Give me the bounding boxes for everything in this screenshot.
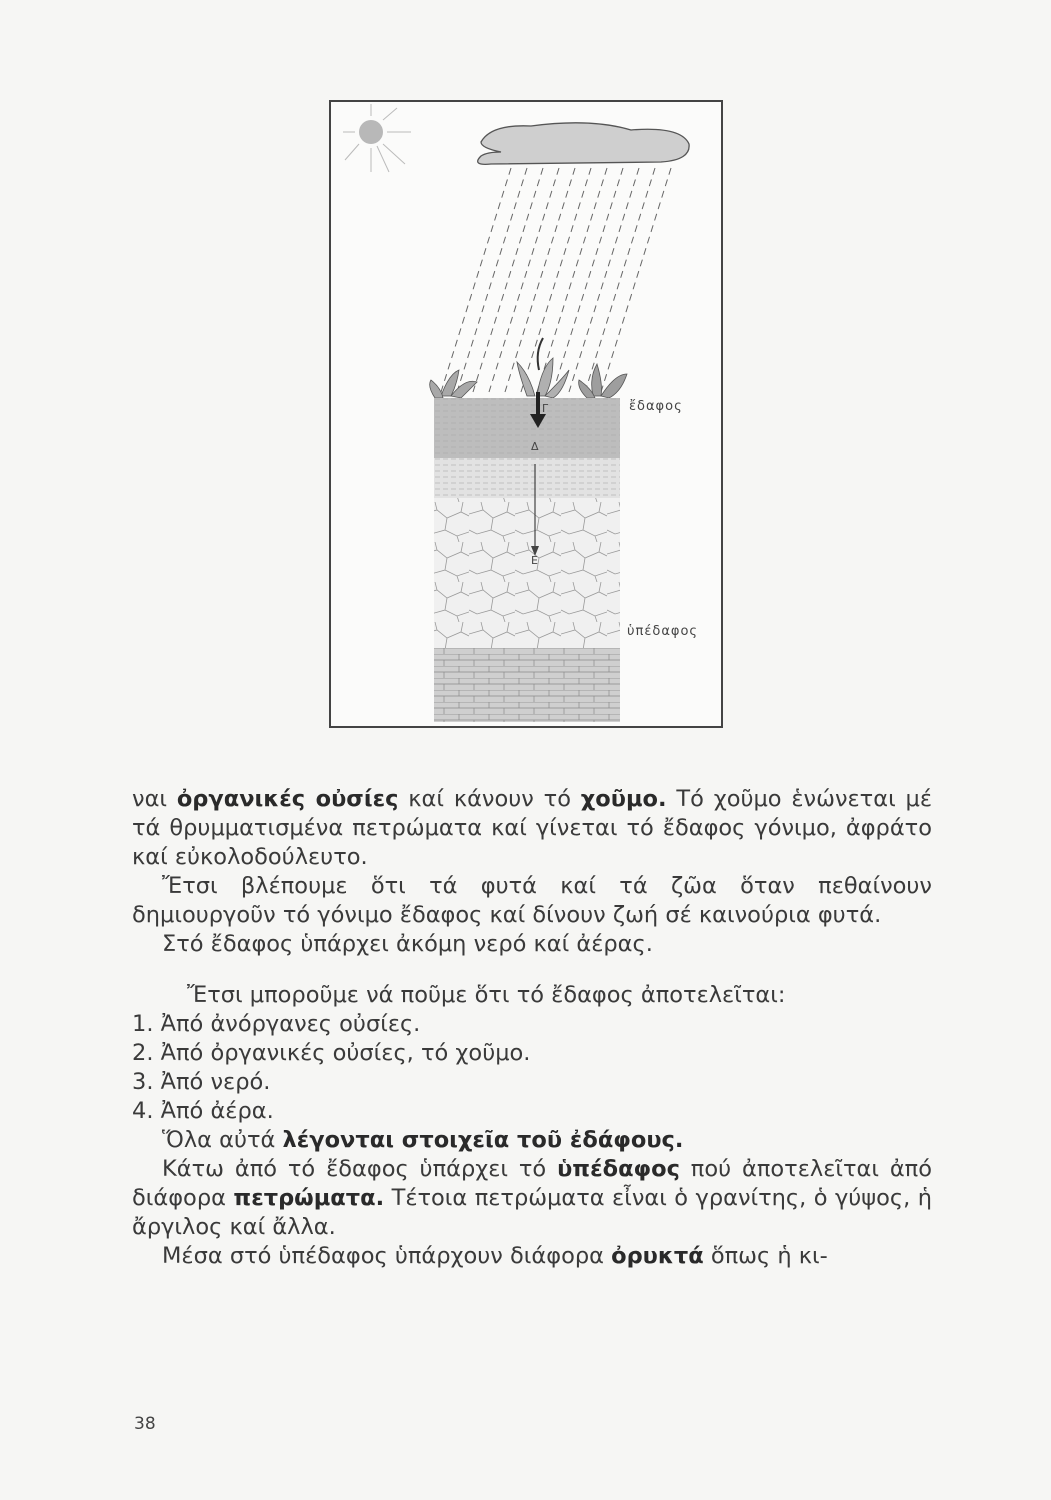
layer-marker-d: Δ xyxy=(531,440,540,453)
soil-label: ἔδαφος xyxy=(629,399,683,414)
list-item: 4. Ἀπό ἀέρα. xyxy=(132,1098,274,1124)
plant-icon xyxy=(517,358,569,398)
soil-profile xyxy=(434,398,620,722)
soil-diagram xyxy=(329,100,723,728)
term-rocks: πετρώματα. xyxy=(233,1185,385,1211)
list-item: 3. Ἀπό νερό. xyxy=(132,1069,271,1095)
term-humus: χοῦμο. xyxy=(580,786,667,812)
plant-icon xyxy=(579,364,627,398)
paragraph: Ἔτσι βλέπουμε ὅτι τά φυτά καί τά ζῶα ὅταν πεθαίνουν δημιουργοῦν τό γόνιμο ἔδαφος καί δίνουν ζωή σέ καινούρια φυτά. xyxy=(132,873,932,928)
term-minerals: ὀρυκτά xyxy=(611,1243,704,1269)
term-organic-substances: ὀργανικές οὐσίες xyxy=(176,786,399,812)
paragraph: Ὅλα αὐτά λέγονται στοιχεῖα τοῦ ἐδάφους. xyxy=(162,1127,684,1153)
evaporation-arrow xyxy=(538,338,543,370)
term-subsoil: ὑπέδαφος xyxy=(557,1156,680,1182)
sun-icon xyxy=(343,104,411,172)
rain-icon xyxy=(441,168,671,392)
body-text xyxy=(132,785,932,1271)
paragraph: Κάτω ἀπό τό ἔδαφος ὑπάρχει τό ὑπέδαφος πού ἀποτελεῖται ἀπό διάφορα πετρώματα. Τέτοια πετρώματα εἶναι ὁ γρανίτης, ὁ γύψος, ἡ ἄργιλος καί ἄλλα. xyxy=(132,1156,932,1240)
layer-marker-g: Γ xyxy=(542,402,550,415)
list-item: 2. Ἀπό ὀργανικές οὐσίες, τό χοῦμο. xyxy=(132,1040,531,1066)
paragraph: ναι ὀργανικές οὐσίες καί κάνουν τό χοῦμο. Τό χοῦμο ἑνώνεται μέ τά θρυμματισμένα πετρώματα καί γίνεται τό ἔδαφος γόνιμο, ἀφράτο καί εὐκολοδούλευτο. xyxy=(132,786,932,870)
term-soil-elements: λέγονται στοιχεῖα τοῦ ἐδάφους. xyxy=(282,1127,684,1153)
subsoil-label: ὑπέδαφος xyxy=(627,624,699,639)
page-number: 38 xyxy=(134,1414,156,1434)
paragraph: Στό ἔδαφος ὑπάρχει ἀκόμη νερό καί ἀέρας. xyxy=(162,931,653,957)
list-item: 1. Ἀπό ἀνόργανες οὐσίες. xyxy=(132,1011,421,1037)
paragraph: Ἔτσι μποροῦμε νά ποῦμε ὅτι τό ἔδαφος ἀποτελεῖται: xyxy=(187,982,786,1008)
plant-icon xyxy=(430,370,477,398)
paragraph: Μέσα στό ὑπέδαφος ὑπάρχουν διάφορα ὀρυκτά ὅπως ἡ κι- xyxy=(162,1243,828,1269)
layer-marker-e: Ε xyxy=(531,554,539,567)
cloud-icon xyxy=(478,123,689,165)
